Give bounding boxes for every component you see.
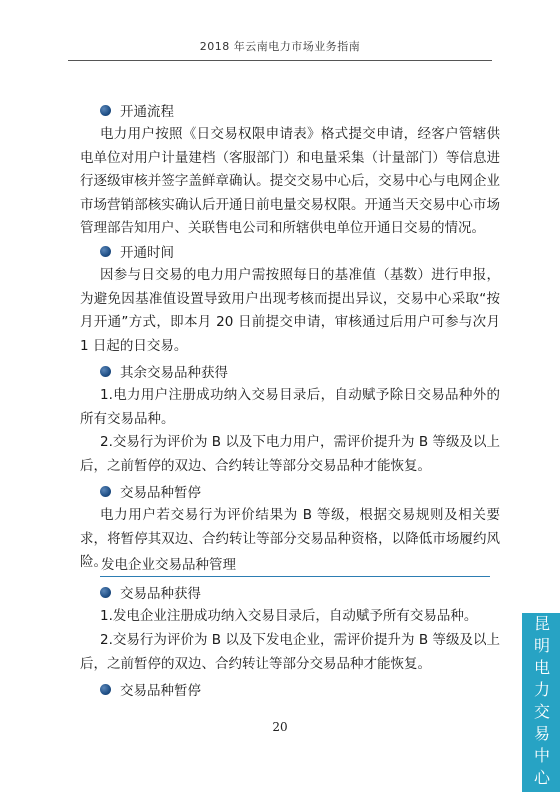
bullet-dot-icon: [100, 246, 111, 257]
header-title: 2018 年云南电力市场业务指南: [199, 40, 361, 53]
bullet-dot-icon: [100, 587, 111, 598]
heading-text: 交易品种获得: [120, 586, 201, 602]
paragraph-product-suspension: 电力用户若交易行为评价结果为 B 等级，根据交易规则及相关要求，将暂停其双边、合约转让等部分交易品种资格，以降低市场履约风险。: [80, 507, 500, 570]
header-rule: [68, 60, 492, 61]
paragraph-opening-process: 电力用户按照《日交易权限申请表》格式提交申请，经客户管辖供电单位对用户计量建档（客服部门）和电量采集（计量部门）等信息进行逐级审核并签字盖鲜章确认。提交交易中心后，交易中心与电网企业市场营销部核实确认后开通日前电量交易权限。开通当天交易中心市场管理部告知用户、关联售电公司和所辖供电单位开通日交易的情况。: [80, 126, 500, 236]
side-tab-label: 昆明电力交易中心: [531, 614, 551, 791]
bullet-dot-icon: [100, 486, 111, 497]
paragraph-other-products-1: 1.电力用户注册成功纳入交易目录后，自动赋予除日交易品种外的所有交易品种。: [80, 387, 500, 427]
paragraph-other-products-2: 2.交易行为评价为 B 以及下电力用户，需评价提升为 B 等级及以上后，之前暂停的双边、合约转让等部分交易品种才能恢复。: [80, 434, 500, 474]
section-title: 发电企业交易品种管理: [101, 557, 236, 573]
side-tab: [522, 613, 560, 792]
section-rule: [100, 576, 490, 577]
heading-text: 其余交易品种获得: [120, 365, 228, 381]
heading-text: 交易品种暂停: [120, 683, 201, 699]
bullet-dot-icon: [100, 105, 111, 116]
heading-text: 交易品种暂停: [120, 485, 201, 501]
page-number: 20: [272, 720, 288, 734]
paragraph-opening-time: 因参与日交易的电力用户需按照每日的基准值（基数）进行申报，为避免因基准值设置导致用户出现考核而提出异议，交易中心采取“按月开通”方式，即本月 20 日前提交申请，审核通过后用户可参与次月 1 日起的日交易。: [80, 267, 500, 354]
heading-text: 开通流程: [120, 104, 174, 120]
paragraph-generator-products-1: 1.发电企业注册成功纳入交易目录后，自动赋予所有交易品种。: [100, 608, 478, 624]
paragraph-generator-products-2: 2.交易行为评价为 B 以及下发电企业，需评价提升为 B 等级及以上后，之前暂停的双边、合约转让等部分交易品种才能恢复。: [80, 632, 500, 672]
heading-text: 开通时间: [120, 245, 174, 261]
bullet-dot-icon: [100, 366, 111, 377]
bullet-dot-icon: [100, 684, 111, 695]
